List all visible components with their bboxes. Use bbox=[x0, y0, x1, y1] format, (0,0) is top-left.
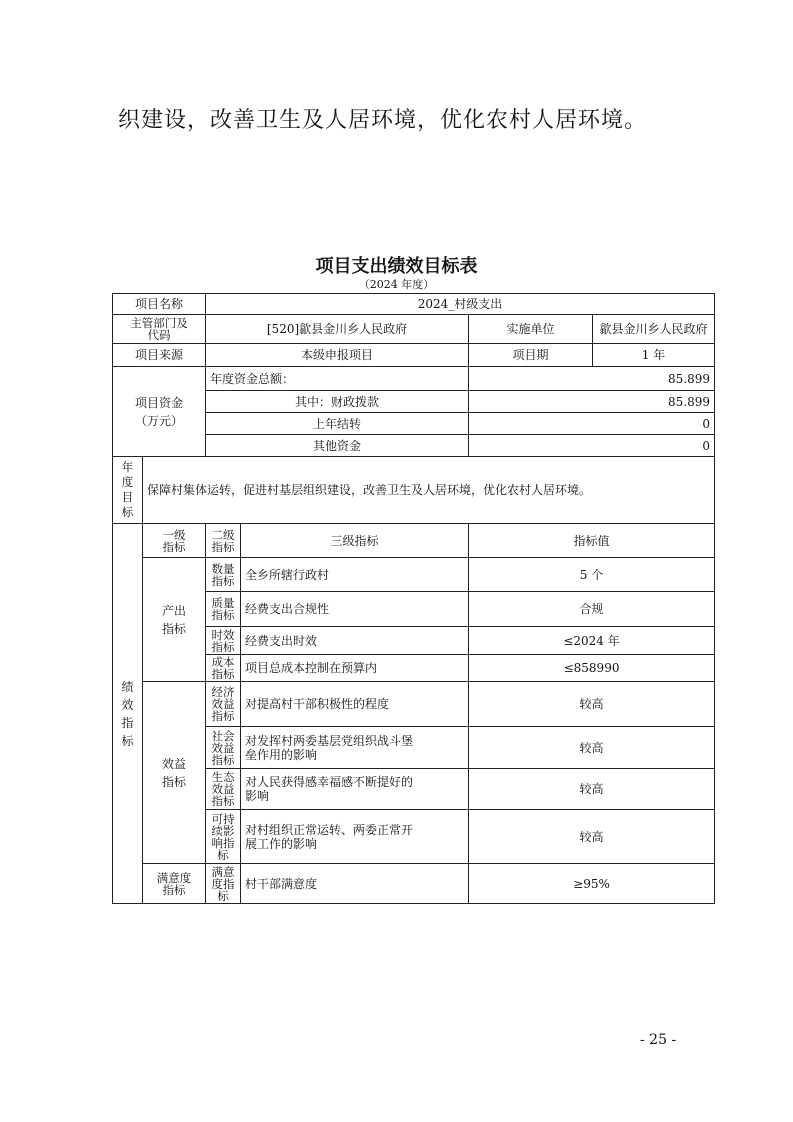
output-l3: 项目总成本控制在预算内 bbox=[241, 655, 469, 682]
annual-goal-text: 保障村集体运转，促进村基层组织建设，改善卫生及人居环境，优化农村人居环境。 bbox=[143, 457, 715, 524]
header-level3: 三级指标 bbox=[241, 524, 469, 558]
satisfaction-value: ≥95% bbox=[469, 864, 715, 904]
table-row bbox=[113, 682, 715, 727]
benefit-value: 较高 bbox=[469, 682, 715, 727]
output-l2-text: 时效指标 bbox=[211, 627, 235, 654]
period-value: 1 年 bbox=[593, 344, 715, 367]
output-l2-text: 质量指标 bbox=[211, 596, 235, 622]
satisfaction-label-text: 满意度指标 bbox=[156, 870, 192, 897]
benefit-value: 较高 bbox=[469, 810, 715, 864]
output-value: ≤858990 bbox=[469, 655, 715, 682]
project-name-value: 2024_村级支出 bbox=[206, 294, 715, 315]
annual-goal-label bbox=[113, 457, 143, 524]
output-l2 bbox=[206, 558, 241, 592]
impl-label: 实施单位 bbox=[469, 315, 593, 344]
benefit-l3-text: 对人民获得感幸福感不断提好的影响 bbox=[245, 775, 414, 803]
output-l2-text: 成本指标 bbox=[211, 655, 235, 681]
benefit-l2 bbox=[206, 682, 241, 727]
fund-row-value: 0 bbox=[469, 435, 715, 457]
table-title: 项目支出绩效目标表 bbox=[315, 256, 478, 277]
benefit-value: 较高 bbox=[469, 727, 715, 769]
output-value: ≤2024 年 bbox=[469, 627, 715, 655]
fund-row-label: 其中：财政拨款 bbox=[206, 391, 469, 413]
period-label: 项目期 bbox=[469, 344, 593, 367]
table-row bbox=[113, 864, 715, 904]
satisfaction-l3: 村干部满意度 bbox=[241, 864, 469, 904]
satisfaction-l2-text: 满意度指标 bbox=[211, 864, 235, 903]
benefit-l2 bbox=[206, 810, 241, 864]
header-level2-text: 二级指标 bbox=[211, 527, 235, 554]
benefit-l3 bbox=[241, 769, 469, 810]
table-row bbox=[113, 457, 715, 524]
benefit-value: 较高 bbox=[469, 769, 715, 810]
benefit-l3: 对提高村干部积极性的程度 bbox=[241, 682, 469, 727]
table-row bbox=[113, 315, 715, 344]
benefit-l2-text: 经济效益指标 bbox=[211, 685, 235, 723]
fund-row-value: 85.899 bbox=[469, 391, 715, 413]
benefit-l2 bbox=[206, 769, 241, 810]
output-l3: 经费支出时效 bbox=[241, 627, 469, 655]
output-l3: 全乡所辖行政村 bbox=[241, 558, 469, 592]
header-level1-text: 一级指标 bbox=[162, 527, 186, 554]
output-l2 bbox=[206, 655, 241, 682]
output-label-text: 产出指标 bbox=[161, 603, 186, 636]
source-label: 项目来源 bbox=[113, 344, 206, 367]
table-row bbox=[113, 344, 715, 367]
indicators-label bbox=[113, 524, 143, 904]
output-l2-text: 数量指标 bbox=[211, 561, 235, 588]
dept-label bbox=[113, 315, 206, 344]
performance-target-table bbox=[112, 293, 715, 904]
fund-row-label: 年度资金总额： bbox=[206, 367, 469, 391]
output-l3: 经费支出合规性 bbox=[241, 592, 469, 627]
fund-row-value: 85.899 bbox=[469, 367, 715, 391]
satisfaction-label bbox=[143, 864, 206, 904]
indicators-label-text: 绩效指标 bbox=[121, 679, 134, 748]
source-value: 本级申报项目 bbox=[206, 344, 469, 367]
benefit-label-text: 效益指标 bbox=[161, 756, 186, 789]
output-value: 5 个 bbox=[469, 558, 715, 592]
funds-label-text: 项目资金（万元） bbox=[134, 395, 183, 428]
output-value: 合规 bbox=[469, 592, 715, 627]
benefit-l3 bbox=[241, 810, 469, 864]
funds-label bbox=[113, 367, 206, 457]
header-level1 bbox=[143, 524, 206, 558]
table-row bbox=[113, 524, 715, 558]
benefit-l3 bbox=[241, 727, 469, 769]
fund-row-label: 上年结转 bbox=[206, 413, 469, 435]
project-name-label: 项目名称 bbox=[113, 294, 206, 315]
dept-label-text: 主管部门及代码 bbox=[130, 316, 188, 342]
benefit-l2 bbox=[206, 727, 241, 769]
annual-goal-label-text: 年度目标 bbox=[121, 460, 134, 519]
benefit-l2-text: 社会效益指标 bbox=[211, 728, 235, 767]
output-l2 bbox=[206, 592, 241, 627]
satisfaction-l2 bbox=[206, 864, 241, 904]
fund-row-label: 其他资金 bbox=[206, 435, 469, 457]
table-row bbox=[113, 367, 715, 391]
output-label bbox=[143, 558, 206, 682]
intro-paragraph: 织建设，改善卫生及人居环境，优化农村人居环境。 bbox=[118, 108, 648, 133]
benefit-l3-text: 对村组织正常运转、两委正常开展工作的影响 bbox=[245, 822, 414, 851]
benefit-l3-text: 对发挥村两委基层党组织战斗堡垒作用的影响 bbox=[245, 733, 414, 762]
header-value: 指标值 bbox=[469, 524, 715, 558]
table-year: （2024 年度） bbox=[358, 278, 435, 291]
header-level2 bbox=[206, 524, 241, 558]
fund-row-value: 0 bbox=[469, 413, 715, 435]
benefit-l2-text: 生态效益指标 bbox=[211, 770, 235, 808]
table-row bbox=[113, 558, 715, 592]
benefit-label bbox=[143, 682, 206, 864]
impl-value: 歙县金川乡人民政府 bbox=[593, 315, 715, 344]
table-row bbox=[113, 294, 715, 315]
dept-value: [520]歙县金川乡人民政府 bbox=[206, 315, 469, 344]
benefit-l2-text: 可持续影响指标 bbox=[211, 811, 235, 862]
output-l2 bbox=[206, 627, 241, 655]
page-number: - 25 - bbox=[640, 1032, 677, 1048]
